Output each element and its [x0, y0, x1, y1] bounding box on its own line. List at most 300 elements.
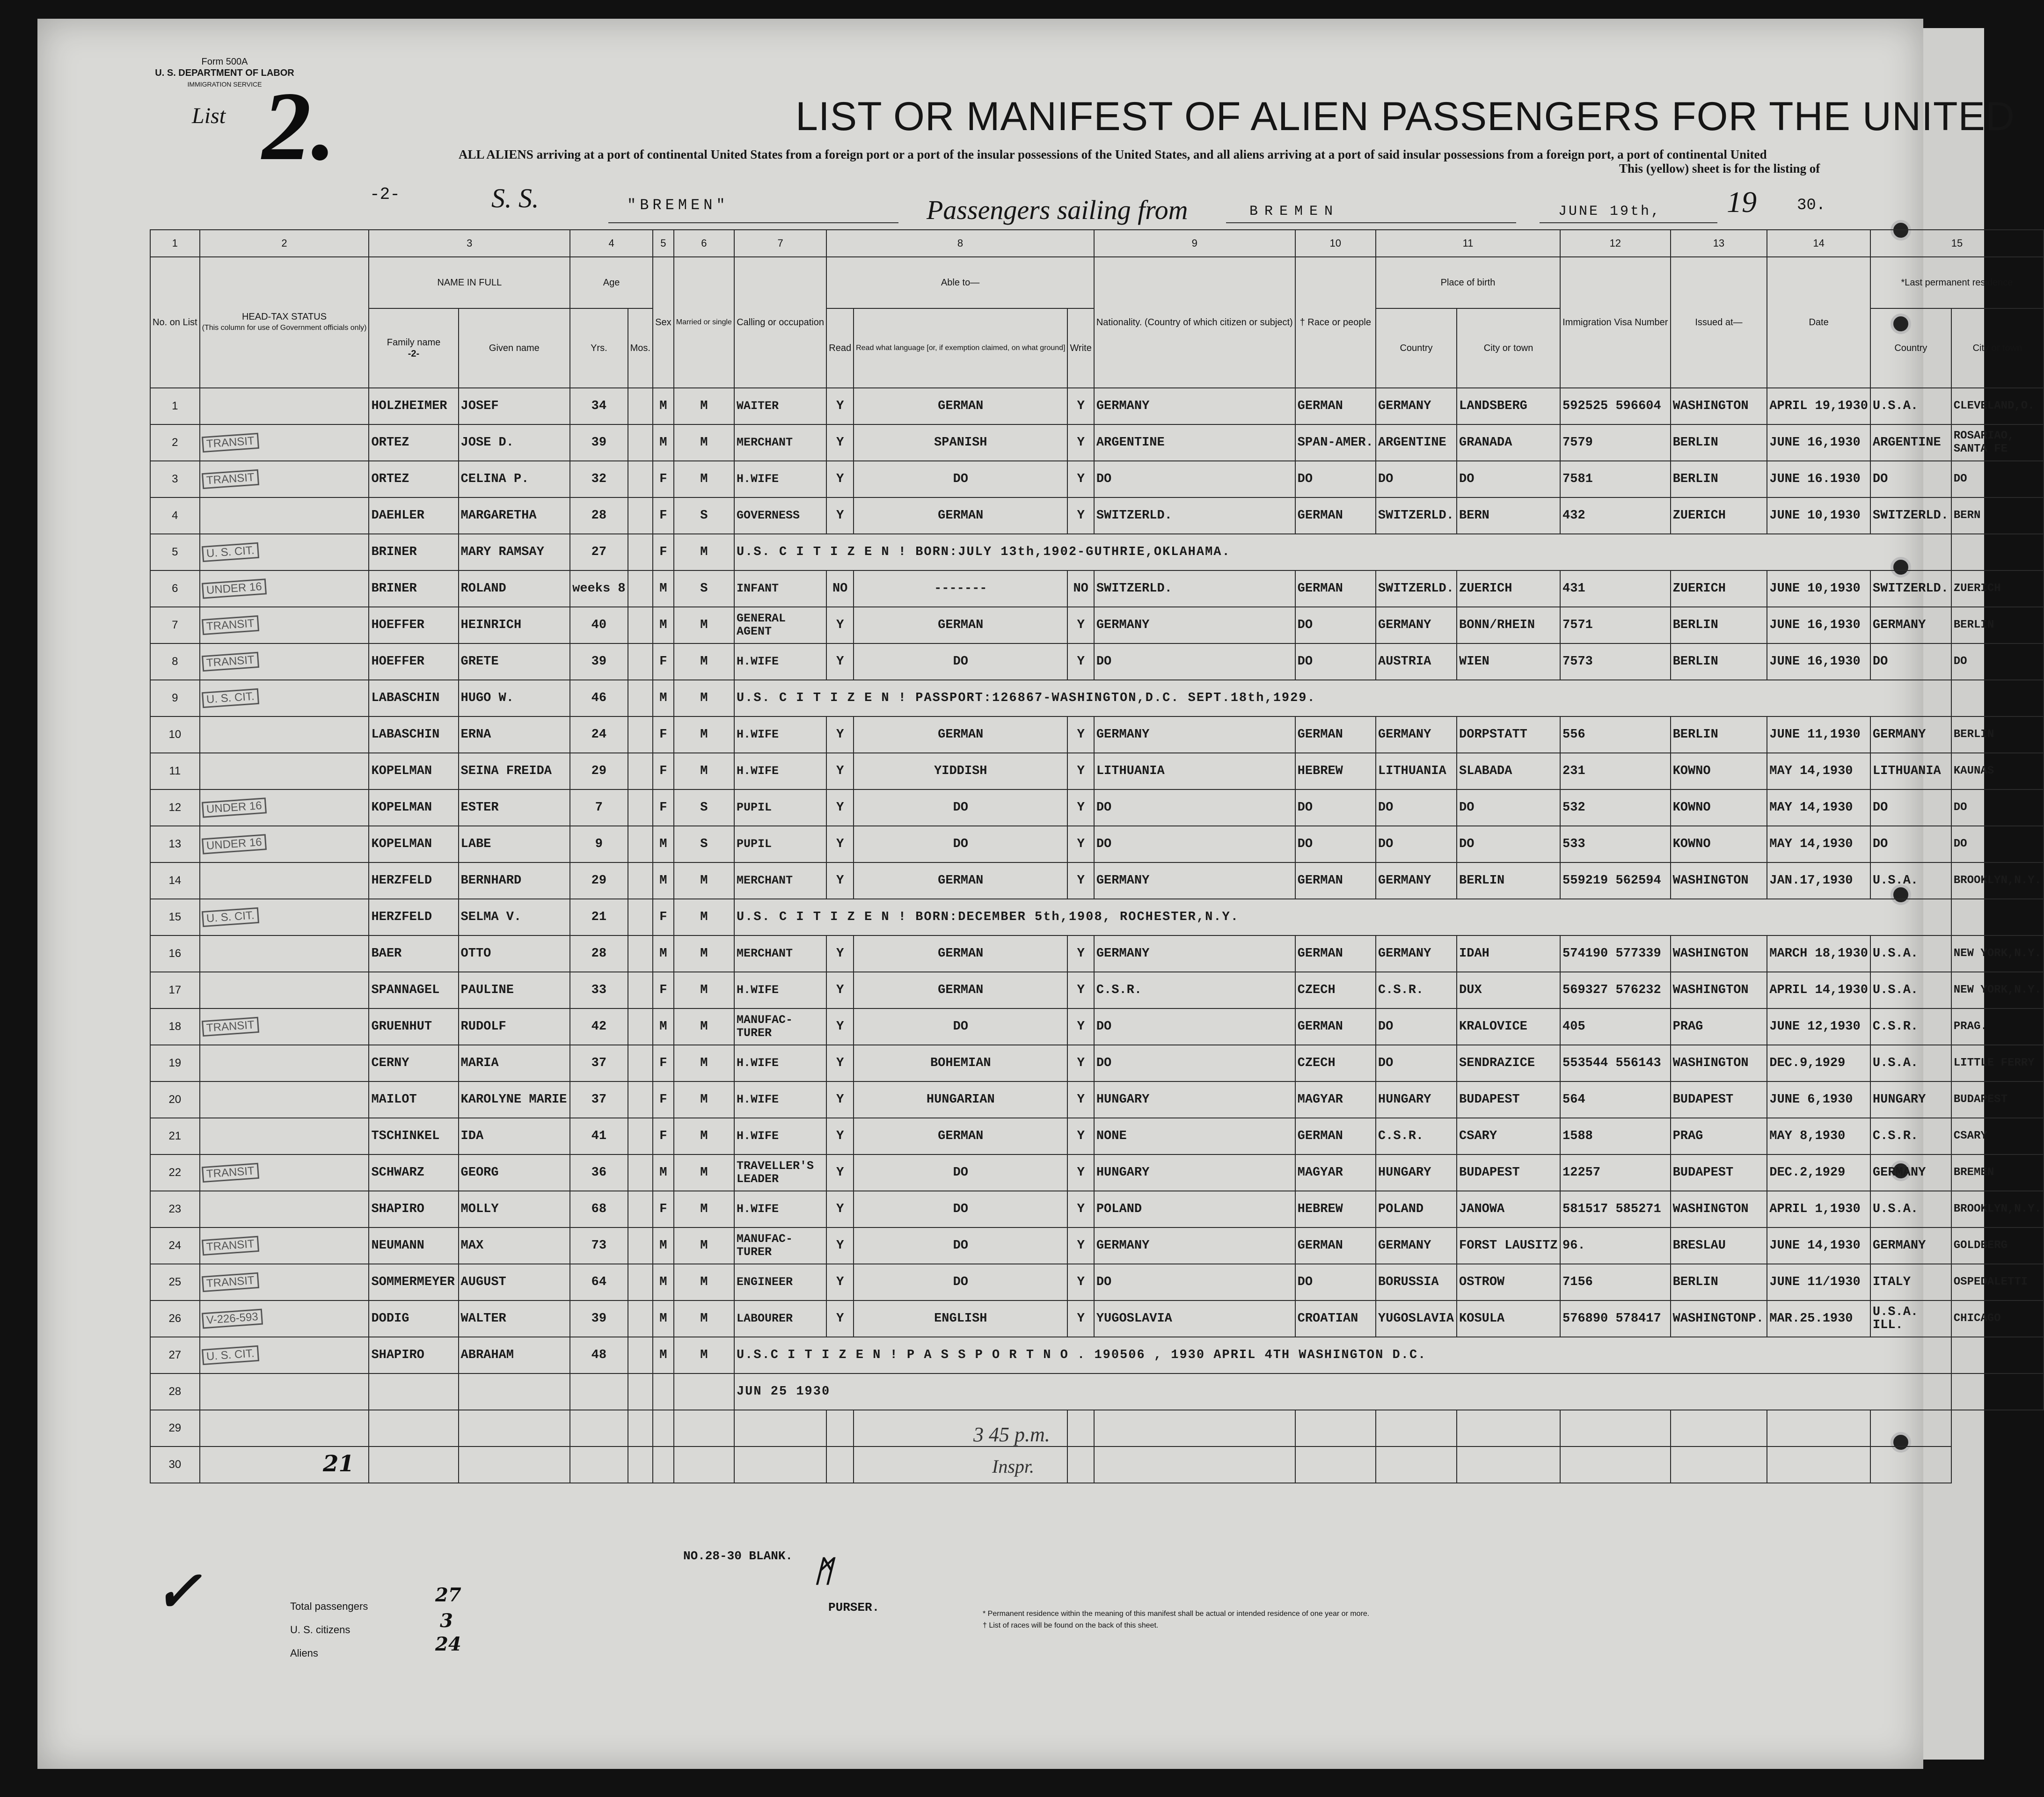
citizen-note: U.S. C I T I Z E N ! BORN:DECEMBER 5th,1908, ROCHESTER,N.Y. — [734, 899, 1951, 935]
can-write: Y — [1067, 972, 1094, 1008]
family-name: MAILOT — [369, 1081, 458, 1118]
empty-cell — [1560, 1410, 1671, 1446]
given-name: GEORG — [459, 1154, 570, 1191]
calling: H.WIFE — [734, 1118, 826, 1154]
empty-cell — [1067, 1410, 1094, 1446]
family-name: KOPELMAN — [369, 826, 458, 862]
hdr-family-name-mark: -2- — [408, 349, 420, 359]
visa-number: 7156 — [1560, 1264, 1671, 1300]
visa-date: DEC.9,1929 — [1767, 1045, 1870, 1081]
age-years: 7 — [570, 789, 628, 826]
sex: M — [653, 1154, 674, 1191]
head-tax-cell — [200, 570, 369, 607]
sex: M — [653, 826, 674, 862]
family-name: HOEFFER — [369, 607, 458, 643]
line-number: 10 — [150, 716, 200, 753]
marital-status: M — [674, 972, 734, 1008]
birth-city: OSTROW — [1457, 1264, 1560, 1300]
nationality: GERMANY — [1094, 388, 1295, 424]
birth-city: SENDRAZICE — [1457, 1045, 1560, 1081]
age-months — [628, 643, 653, 680]
visa-number: 7579 — [1560, 424, 1671, 461]
race: DO — [1295, 1264, 1376, 1300]
residence-country: LITHUANIA — [1870, 753, 1951, 789]
given-name: MARIA — [459, 1045, 570, 1081]
residence-city: BREMEN — [1951, 1154, 2044, 1191]
head-tax-stamp: U. S. CIT. — [202, 1345, 259, 1365]
given-name: ESTER — [459, 789, 570, 826]
given-name: ABRAHAM — [459, 1337, 570, 1373]
marital-status: M — [674, 716, 734, 753]
can-write: Y — [1067, 753, 1094, 789]
colnum: 8 — [826, 230, 1094, 257]
issued-at: ZUERICH — [1671, 570, 1767, 607]
calling: H.WIFE — [734, 972, 826, 1008]
can-read: Y — [826, 388, 854, 424]
hdr-last-residence: *Last permanent residence — [1870, 257, 2044, 308]
marital-status: S — [674, 789, 734, 826]
hdr-birth-country: Country — [1376, 308, 1457, 388]
nationality: GERMANY — [1094, 716, 1295, 753]
nationality: C.S.R. — [1094, 972, 1295, 1008]
age-years: 9 — [570, 826, 628, 862]
age-months — [628, 1081, 653, 1118]
age-years: 39 — [570, 643, 628, 680]
residence-country: GERMANY — [1870, 716, 1951, 753]
us-citizens-value: 3 — [440, 1610, 453, 1632]
table-row — [150, 607, 2044, 643]
sex: M — [653, 388, 674, 424]
visa-date: APRIL 19,1930 — [1767, 388, 1870, 424]
race: DO — [1295, 607, 1376, 643]
table-row — [150, 424, 2044, 461]
table-row — [150, 1081, 2044, 1118]
purser-signature: ᛗ — [814, 1554, 832, 1589]
visa-number: 581517 585271 — [1560, 1191, 1671, 1227]
issued-at: WASHINGTON — [1671, 862, 1767, 899]
given-name: ROLAND — [459, 570, 570, 607]
race: MAGYAR — [1295, 1154, 1376, 1191]
age-years: 21 — [570, 899, 628, 935]
issued-at: BERLIN — [1671, 607, 1767, 643]
sex: F — [653, 643, 674, 680]
age-months — [628, 935, 653, 972]
departure-port: BREMEN — [1249, 204, 1340, 219]
visa-date: JUNE 12,1930 — [1767, 1008, 1870, 1045]
colnum: 1 — [150, 230, 200, 257]
can-write: Y — [1067, 1191, 1094, 1227]
issued-at: WASHINGTON — [1671, 935, 1767, 972]
head-tax-stamp: TRANSIT — [202, 1272, 259, 1292]
sex: F — [653, 1081, 674, 1118]
age-months — [628, 607, 653, 643]
given-name: OTTO — [459, 935, 570, 972]
given-name: WALTER — [459, 1300, 570, 1337]
residence-city: BERN — [1951, 497, 2044, 534]
marital-status: M — [674, 1154, 734, 1191]
table-row — [150, 1300, 2044, 1337]
given-name: SELMA V. — [459, 899, 570, 935]
check-mark: ✓ — [154, 1558, 202, 1624]
residence-country: U.S.A. — [1870, 972, 1951, 1008]
hdr-head-tax-title: HEAD-TAX STATUS — [241, 312, 327, 322]
line-number: 20 — [150, 1081, 200, 1118]
empty-cell — [1094, 1410, 1295, 1446]
residence-city: PRAG. — [1951, 1008, 2044, 1045]
birth-city: ZUERICH — [1457, 570, 1560, 607]
family-name: CERNY — [369, 1045, 458, 1081]
marital-status: M — [674, 424, 734, 461]
visa-number: 7571 — [1560, 607, 1671, 643]
birth-city: DO — [1457, 826, 1560, 862]
races-note: † List of races will be found on the back of this sheet. — [983, 1622, 1159, 1629]
nationality: DO — [1094, 1045, 1295, 1081]
can-write: Y — [1067, 789, 1094, 826]
age-months — [628, 1008, 653, 1045]
can-write: Y — [1067, 1300, 1094, 1337]
marital-status: M — [674, 862, 734, 899]
calling: ENGINEER — [734, 1264, 826, 1300]
marital-status: M — [674, 461, 734, 497]
read-language: DO — [854, 1227, 1067, 1264]
age-months — [628, 1446, 653, 1483]
issued-at: BERLIN — [1671, 424, 1767, 461]
line-number: 25 — [150, 1264, 200, 1300]
visa-date: MAY 14,1930 — [1767, 789, 1870, 826]
residence-country: U.S.A. — [1870, 935, 1951, 972]
calling: H.WIFE — [734, 1191, 826, 1227]
race: GERMAN — [1295, 497, 1376, 534]
residence-city: DO — [1951, 826, 2044, 862]
citizen-note: U.S.C I T I Z E N ! P A S S P O R T N O . 190506 , 1930 APRIL 4TH WASHINGTON D.C. — [734, 1337, 1951, 1373]
nationality: YUGOSLAVIA — [1094, 1300, 1295, 1337]
hdr-yrs: Yrs. — [570, 308, 628, 388]
age-years: 28 — [570, 935, 628, 972]
residence-note: * Permanent residence within the meaning of this manifest shall be actual or intended residence of one year or more. — [983, 1610, 1370, 1618]
head-tax-stamp: TRANSIT — [202, 1017, 259, 1037]
read-language: DO — [854, 461, 1067, 497]
residence-country: GERMANY — [1870, 607, 1951, 643]
age-months — [628, 899, 653, 935]
age-months — [628, 1337, 653, 1373]
issued-at: KOWNO — [1671, 789, 1767, 826]
service: IMMIGRATION SERVICE — [187, 80, 262, 88]
can-write: Y — [1067, 461, 1094, 497]
family-name: KOPELMAN — [369, 753, 458, 789]
race: GERMAN — [1295, 570, 1376, 607]
year-prefix: 19 — [1727, 185, 1757, 219]
birth-country: AUSTRIA — [1376, 643, 1457, 680]
birth-country: GERMANY — [1376, 1227, 1457, 1264]
head-tax-stamp: TRANSIT — [202, 469, 259, 489]
birth-city: BERN — [1457, 497, 1560, 534]
visa-number: 7581 — [1560, 461, 1671, 497]
sex — [653, 1410, 674, 1446]
given-name: ERNA — [459, 716, 570, 753]
birth-country: GERMANY — [1376, 607, 1457, 643]
visa-date: JUNE 14,1930 — [1767, 1227, 1870, 1264]
list-label: List — [192, 103, 226, 128]
family-name: SPANNAGEL — [369, 972, 458, 1008]
line-number: 30 — [150, 1446, 200, 1483]
residence-country: ARGENTINE — [1870, 424, 1951, 461]
visa-date: JUNE 10,1930 — [1767, 570, 1870, 607]
head-tax-stamp: TRANSIT — [202, 652, 259, 672]
empty-cell — [826, 1410, 854, 1446]
line-number: 27 — [150, 1337, 200, 1373]
can-write: Y — [1067, 1264, 1094, 1300]
head-tax-stamp: UNDER 16 — [202, 834, 267, 854]
age-months — [628, 497, 653, 534]
issued-at: ZUERICH — [1671, 497, 1767, 534]
can-write: Y — [1067, 1227, 1094, 1264]
table-row — [150, 935, 2044, 972]
race: GERMAN — [1295, 1118, 1376, 1154]
visa-date: JUNE 6,1930 — [1767, 1081, 1870, 1118]
issued-at: PRAG — [1671, 1118, 1767, 1154]
empty-cell — [1067, 1446, 1094, 1483]
issued-at: WASHINGTONP. — [1671, 1300, 1767, 1337]
visa-date: MAY 14,1930 — [1767, 826, 1870, 862]
table-row — [150, 1008, 2044, 1045]
sex: F — [653, 1118, 674, 1154]
can-read: NO — [826, 570, 854, 607]
line-number: 19 — [150, 1045, 200, 1081]
given-name: MAX — [459, 1227, 570, 1264]
line-number: 17 — [150, 972, 200, 1008]
colnum: 13 — [1671, 230, 1767, 257]
residence-country: DO — [1870, 643, 1951, 680]
empty-cell — [826, 1446, 854, 1483]
age-months — [628, 388, 653, 424]
birth-city: SLABADA — [1457, 753, 1560, 789]
issued-at: BERLIN — [1671, 1264, 1767, 1300]
given-name: SEINA FREIDA — [459, 753, 570, 789]
hdr-mos: Mos. — [628, 308, 653, 388]
can-read: Y — [826, 1118, 854, 1154]
empty-cell — [1671, 1446, 1767, 1483]
aliens-label: Aliens — [290, 1647, 318, 1659]
family-name: SCHWARZ — [369, 1154, 458, 1191]
date-underline — [1540, 222, 1717, 223]
line-number: 14 — [150, 862, 200, 899]
sex: M — [653, 424, 674, 461]
purser-label: PURSER. — [828, 1600, 880, 1614]
hdr-place-of-birth: Place of birth — [1376, 257, 1560, 308]
race: GERMAN — [1295, 862, 1376, 899]
visa-date: APRIL 14,1930 — [1767, 972, 1870, 1008]
age-months — [628, 826, 653, 862]
head-tax-cell — [200, 1300, 369, 1337]
visa-date: MAY 8,1930 — [1767, 1118, 1870, 1154]
calling: MERCHANT — [734, 424, 826, 461]
total-passengers-value: 27 — [435, 1584, 461, 1606]
read-language: GERMAN — [854, 388, 1067, 424]
birth-city: BUDAPEST — [1457, 1154, 1560, 1191]
aliens-value: 24 — [435, 1633, 461, 1655]
head-tax-cell — [200, 716, 369, 753]
age-years: 73 — [570, 1227, 628, 1264]
nationality: DO — [1094, 461, 1295, 497]
read-language: DO — [854, 826, 1067, 862]
residence-city: ROSARIAO, SANTA FE — [1951, 424, 2044, 461]
birth-country: GERMANY — [1376, 935, 1457, 972]
birth-city: IDAH — [1457, 935, 1560, 972]
line-number: 22 — [150, 1154, 200, 1191]
empty-cell — [854, 1446, 1067, 1483]
given-name: MARY RAMSAY — [459, 534, 570, 570]
empty-cell — [1295, 1446, 1376, 1483]
colnum: 3 — [369, 230, 570, 257]
ss-label: S. S. — [491, 183, 539, 213]
residence-city: BROOKLYN,N.Y. — [1951, 862, 2044, 899]
sex: F — [653, 1045, 674, 1081]
calling: MANUFAC-TURER — [734, 1227, 826, 1264]
race: DO — [1295, 643, 1376, 680]
age-months — [628, 1373, 653, 1410]
can-write: Y — [1067, 1118, 1094, 1154]
nationality: GERMANY — [1094, 935, 1295, 972]
marital-status: M — [674, 1227, 734, 1264]
can-write: Y — [1067, 1008, 1094, 1045]
empty-cell — [1767, 1446, 1870, 1483]
can-read: Y — [826, 1191, 854, 1227]
residence-city: KAUNAS — [1951, 753, 2044, 789]
age-years: 24 — [570, 716, 628, 753]
can-read: Y — [826, 497, 854, 534]
line-number: 1 — [150, 388, 200, 424]
marital-status: M — [674, 1300, 734, 1337]
colnum: 14 — [1767, 230, 1870, 257]
age-years — [570, 1373, 628, 1410]
family-name: ORTEZ — [369, 424, 458, 461]
inspector-label: Inspr. — [992, 1456, 1035, 1477]
birth-country: ARGENTINE — [1376, 424, 1457, 461]
table-row — [150, 1118, 2044, 1154]
marital-status: S — [674, 826, 734, 862]
marital-status: M — [674, 1081, 734, 1118]
family-name: BRINER — [369, 570, 458, 607]
age-years — [570, 1446, 628, 1483]
table-row — [150, 1154, 2044, 1191]
department: U. S. DEPARTMENT OF LABOR — [155, 68, 294, 78]
head-tax-stamp: V-226-593 — [202, 1309, 263, 1329]
age-months — [628, 461, 653, 497]
age-months — [628, 570, 653, 607]
nationality: DO — [1094, 826, 1295, 862]
age-years: 28 — [570, 497, 628, 534]
birth-city: BONN/RHEIN — [1457, 607, 1560, 643]
nationality: DO — [1094, 1264, 1295, 1300]
nationality: GERMANY — [1094, 862, 1295, 899]
can-read: Y — [826, 424, 854, 461]
hdr-race: † Race or people — [1295, 257, 1376, 388]
calling: PUPIL — [734, 826, 826, 862]
sex: F — [653, 789, 674, 826]
empty-cell — [1560, 1446, 1671, 1483]
can-read: Y — [826, 789, 854, 826]
given-name — [459, 1446, 570, 1483]
hdr-married: Married or single — [674, 257, 734, 388]
hdr-issued-at: Issued at— — [1671, 257, 1767, 388]
marital-status: M — [674, 1191, 734, 1227]
can-write: Y — [1067, 643, 1094, 680]
visa-date: APRIL 1,1930 — [1767, 1191, 1870, 1227]
head-tax-stamp: TRANSIT — [202, 433, 259, 453]
residence-city: BERLIN — [1951, 607, 2044, 643]
nationality: NONE — [1094, 1118, 1295, 1154]
read-language: GERMAN — [854, 935, 1067, 972]
family-name: SOMMERMEYER — [369, 1264, 458, 1300]
colnum: 15 — [1870, 230, 2044, 257]
birth-country: SWITZERLD. — [1376, 570, 1457, 607]
given-name: AUGUST — [459, 1264, 570, 1300]
manifest-title: LIST OR MANIFEST OF ALIEN PASSENGERS FOR THE UNITED — [796, 94, 2015, 139]
can-read: Y — [826, 935, 854, 972]
line-number: 11 — [150, 753, 200, 789]
birth-country: DO — [1376, 461, 1457, 497]
can-write: Y — [1067, 1081, 1094, 1118]
birth-country: DO — [1376, 789, 1457, 826]
empty-cell — [734, 1446, 826, 1483]
can-read: Y — [826, 461, 854, 497]
hdr-family-name-label: Family name — [387, 337, 441, 348]
birth-city: KRALOVICE — [1457, 1008, 1560, 1045]
can-read: Y — [826, 1081, 854, 1118]
given-name: MARGARETHA — [459, 497, 570, 534]
colnum: 7 — [734, 230, 826, 257]
table-row — [150, 461, 2044, 497]
inspector-time: 3 45 p.m. — [973, 1423, 1050, 1446]
visa-number: 405 — [1560, 1008, 1671, 1045]
can-read: Y — [826, 972, 854, 1008]
sex: M — [653, 607, 674, 643]
birth-country: YUGOSLAVIA — [1376, 1300, 1457, 1337]
hdr-head-tax-note: (This column for use of Government officials only) — [202, 324, 367, 332]
residence-country: HUNGARY — [1870, 1081, 1951, 1118]
line-number: 15 — [150, 899, 200, 935]
read-language: GERMAN — [854, 497, 1067, 534]
form-number: Form 500A — [201, 57, 248, 67]
head-tax-stamp: TRANSIT — [202, 1236, 259, 1256]
sex: M — [653, 935, 674, 972]
visa-number: 576890 578417 — [1560, 1300, 1671, 1337]
head-tax-cell — [200, 972, 369, 1008]
head-tax-stamp: TRANSIT — [202, 615, 259, 635]
head-tax-cell — [200, 388, 369, 424]
table-row — [150, 534, 2044, 570]
residence-country: U.S.A. — [1870, 862, 1951, 899]
visa-date: MAY 14,1930 — [1767, 753, 1870, 789]
calling: MERCHANT — [734, 935, 826, 972]
empty-cell — [1870, 1446, 1951, 1483]
birth-country: HUNGARY — [1376, 1154, 1457, 1191]
header-row-1 — [150, 257, 2044, 308]
issued-at: PRAG — [1671, 1008, 1767, 1045]
given-name: RUDOLF — [459, 1008, 570, 1045]
birth-city: JANOWA — [1457, 1191, 1560, 1227]
port-underline — [1226, 222, 1516, 223]
issued-at: WASHINGTON — [1671, 388, 1767, 424]
can-read: Y — [826, 1008, 854, 1045]
given-name: MOLLY — [459, 1191, 570, 1227]
visa-date: JUNE 16,1930 — [1767, 643, 1870, 680]
family-name: LABASCHIN — [369, 716, 458, 753]
calling: GOVERNESS — [734, 497, 826, 534]
issued-at: KOWNO — [1671, 826, 1767, 862]
head-tax-cell — [200, 1118, 369, 1154]
race: GERMAN — [1295, 716, 1376, 753]
